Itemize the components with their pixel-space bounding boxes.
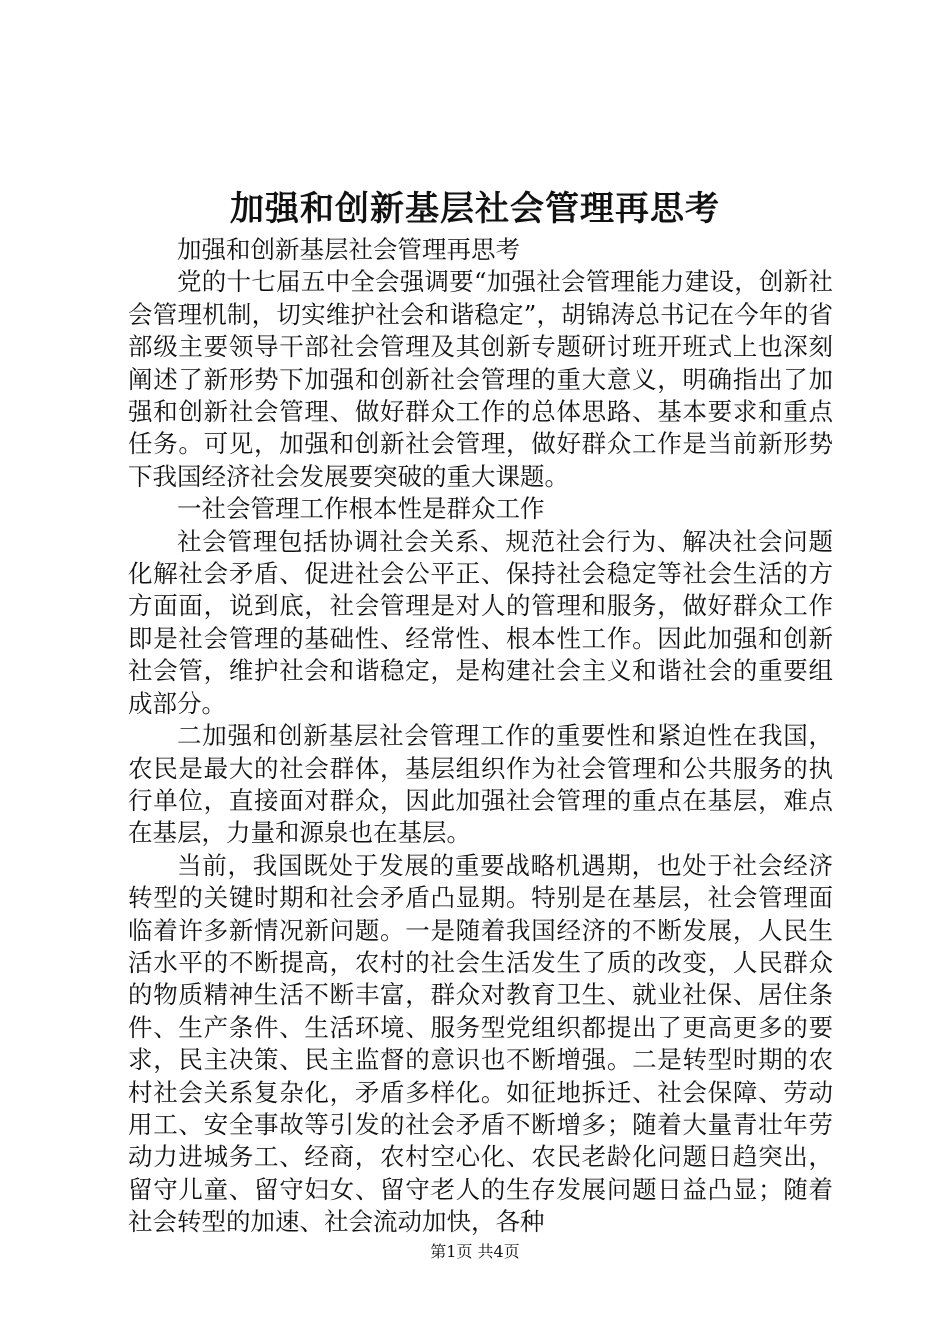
document-title: 加强和创新基层社会管理再思考 xyxy=(230,189,720,229)
paragraph-current-situation: 当前，我国既处于发展的重要战略机遇期，也处于社会经济转型的关键时期和社会矛盾凸显期。特别是在基层，社会管理面临着许多新情况新问题。一是随着我国经济的不断发展，人民生活水平的不断提高，农村的社会生活发生了质的改变，人民群众的物质精神生活不断丰富，群众对教育卫生、就业社保、居住条件、生产条件、生活环境、服务型党组织都提出了更高更多的要求，民主决策、民主监督的意识也不断增强。二是转型时期的农村社会关系复杂化，矛盾多样化。如征地拆迁、社会保障、劳动用工、安全事故等引发的社会矛盾不断增多；随着大量青壮年劳动力进城务工、经商，农村空心化、农民老龄化问题日趋突出，留守儿童、留守妇女、留守老人的生存发展问题日益凸显；随着社会转型的加速、社会流动加快，各种 xyxy=(128,850,833,1237)
section-heading-one: 一社会管理工作根本性是群众工作 xyxy=(177,494,545,524)
document-body xyxy=(128,234,833,1239)
paragraph-subtitle: 加强和创新基层社会管理再思考 xyxy=(177,235,520,264)
paragraph-social-management: 社会管理包括协调社会关系、规范社会行为、解决社会问题化解社会矛盾、促进社会公平正、保持社会稳定等社会生活的方方面面，说到底，社会管理是对人的管理和服务，做好群众工作即是社会管理的基础性、经常性、根本性工作。因此加强和创新社会管，维护社会和谐稳定，是构建社会主义和谐社会的重要组成部分。 xyxy=(128,526,833,718)
page-footer: 第1页 共4页 xyxy=(430,1242,520,1261)
paragraph-section-two: 二加强和创新基层社会管理工作的重要性和紧迫性在我国，农民是最大的社会群体，基层组织作为社会管理和公共服务的执行单位，直接面对群众，因此加强社会管理的重点在基层，难点在基层，力量和源泉也在基层。 xyxy=(128,721,833,848)
paragraph-intro: 党的十七届五中全会强调要“加强社会管理能力建设，创新社会管理机制，切实维护社会和谐稳定”，胡锦涛总书记在今年的省部级主要领导干部社会管理及其创新专题研讨班开班式上也深刻阐述了新形势下加强和创新社会管理的重大意义，明确指出了加强和创新社会管理、做好群众工作的总体思路、基本要求和重点任务。可见，加强和创新社会管理，做好群众工作是当前新形势下我国经济社会发展要突破的重大课题。 xyxy=(128,267,833,491)
